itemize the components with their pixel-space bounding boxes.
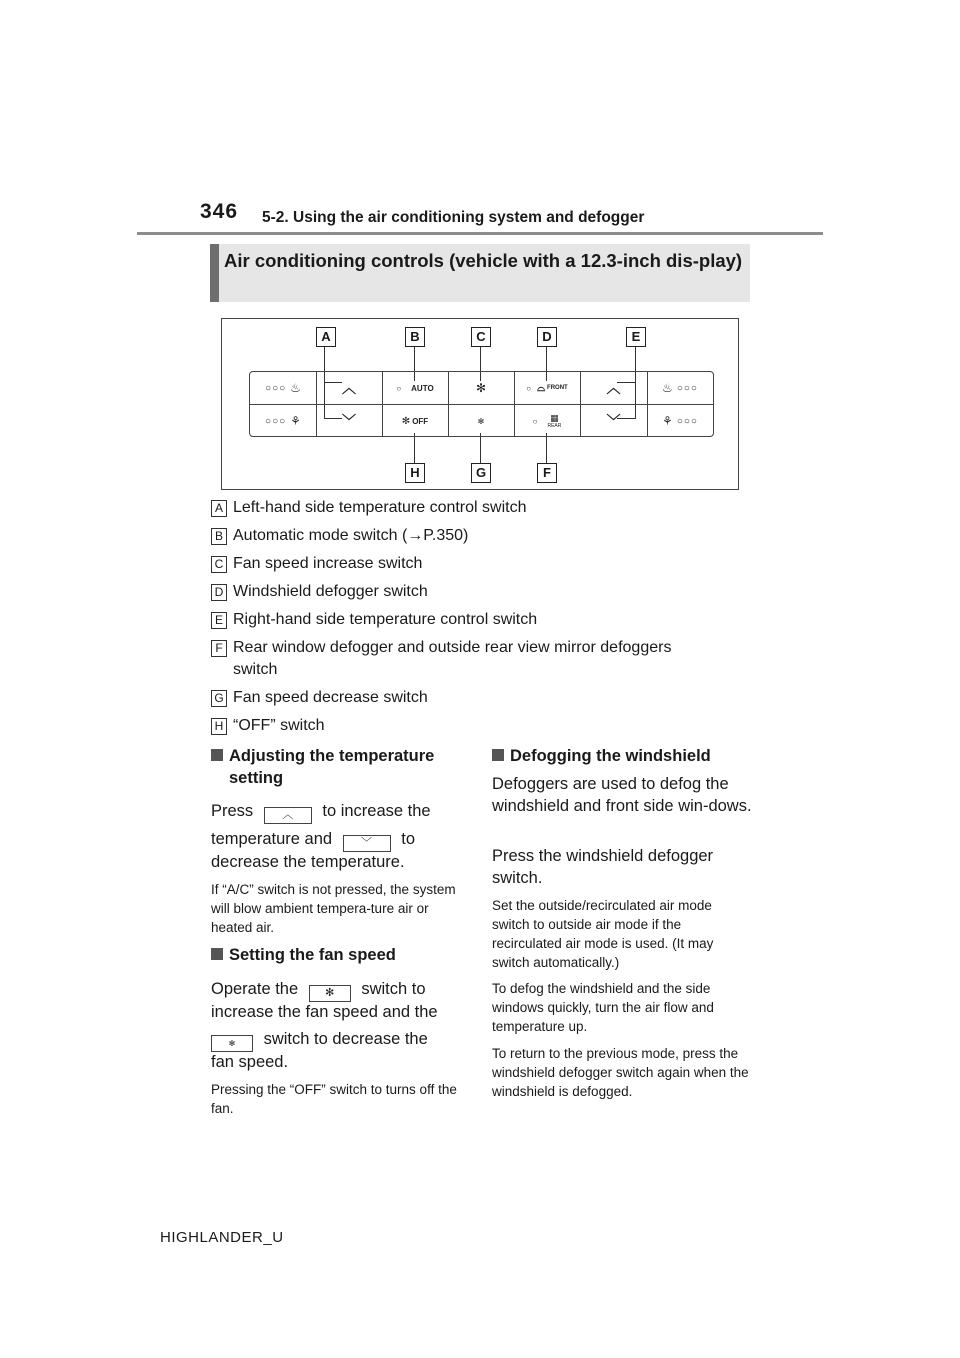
indicator-light-icon: ○ <box>526 383 532 393</box>
fan-icon: ✻ <box>477 416 485 426</box>
rear-label: REAR <box>547 422 562 429</box>
indicator-dots: ○○○ <box>676 415 698 427</box>
rear-defogger-button[interactable] <box>514 405 580 437</box>
fan-down-button[interactable] <box>448 405 514 437</box>
bullet-square-icon <box>211 948 223 960</box>
temp-paragraph-line1: Press ︿ to increase the <box>211 800 431 824</box>
callout-f: F <box>537 463 557 483</box>
fan-icon: ✻ <box>228 1039 236 1048</box>
left-seat-heater-button[interactable] <box>250 372 316 404</box>
fan-icon: ✻ <box>475 381 487 395</box>
indicator-light-icon: ○ <box>532 416 538 426</box>
temp-down-inline-button <box>343 835 391 852</box>
seat-ventilation-icon: ⚘ <box>662 414 673 428</box>
indicator-dots: ○○○ <box>265 415 287 427</box>
defog-note-2: To defog the windshield and the side windows quickly, turn the air flow and temperature up. <box>492 981 714 1034</box>
legend-text: Right-hand side temperature control switch <box>233 611 538 628</box>
front-defogger-button[interactable] <box>514 372 580 404</box>
temp-heading: Adjusting the temperature <box>211 745 471 767</box>
callout-b: B <box>405 327 425 347</box>
bullet-square-icon <box>492 749 504 761</box>
left-temp-up-button[interactable] <box>316 372 382 404</box>
left-temp-down-button[interactable] <box>316 405 382 437</box>
legend-text: Windshield defogger switch <box>233 583 428 600</box>
legend-key: A <box>211 500 227 517</box>
leader-g <box>480 433 481 463</box>
left-seat-vent-button[interactable] <box>250 405 316 437</box>
fan-paragraph-line3: ✻ switch to decrease the <box>211 1028 428 1052</box>
section-heading-box <box>210 244 750 302</box>
chevron-up-icon: ︿ <box>282 809 294 821</box>
fan-paragraph-line4: fan speed. <box>211 1053 289 1071</box>
front-label: FRONT <box>547 385 568 391</box>
chevron-down-icon: ﹀ <box>606 413 621 429</box>
legend-text: Rear window defogger and outside rear view mirror defoggers <box>233 639 672 656</box>
temp-paragraph-line2: temperature and ﹀ to <box>211 828 415 852</box>
callout-e: E <box>626 327 646 347</box>
climate-panel <box>249 371 714 437</box>
callout-a: A <box>316 327 336 347</box>
defog-paragraph-2: Press the windshield defogger switch. <box>492 847 714 887</box>
off-button[interactable] <box>382 405 448 437</box>
callout-g: G <box>471 463 491 483</box>
fan-up-inline-button <box>309 985 351 1002</box>
seat-heater-icon: ♨ <box>290 381 301 395</box>
defog-note-1: Set the outside/recirculated air mode switch to outside air mode if the recirculated air mode is used. (It may switch automatically.) <box>492 898 714 970</box>
footer-model: HIGHLANDER_U <box>160 1229 284 1246</box>
right-temp-down-button[interactable] <box>580 405 647 437</box>
legend-text: Left-hand side temperature control switch <box>233 499 527 516</box>
seat-heater-icon: ♨ <box>662 381 673 395</box>
temp-paragraph-line3: decrease the temperature. <box>211 853 405 871</box>
leader-h <box>414 433 415 463</box>
temp-up-inline-button <box>264 807 312 824</box>
indicator-dots: ○○○ <box>265 382 287 394</box>
auto-button[interactable] <box>382 372 448 404</box>
seat-ventilation-icon: ⚘ <box>290 414 301 428</box>
page-number: 346 <box>200 200 239 223</box>
leader-f <box>546 433 547 463</box>
chevron-up-icon: ︿ <box>606 380 621 396</box>
legend-key: B <box>211 528 227 545</box>
defog-heading: Defogging the windshield <box>492 745 711 767</box>
fan-up-button[interactable] <box>448 372 514 404</box>
callout-d: D <box>537 327 557 347</box>
legend-key: G <box>211 690 227 707</box>
fan-paragraph-line1: Operate the ✻ switch to <box>211 978 426 1002</box>
fan-note: Pressing the “OFF” switch to turns off the fan. <box>211 1082 457 1116</box>
legend-text-cont: switch <box>233 661 278 678</box>
defog-note-3: To return to the previous mode, press the windshield defogger switch again when the windshield is defogged. <box>492 1046 749 1099</box>
control-panel-figure <box>221 318 739 490</box>
section-heading: Air conditioning controls (vehicle with a 12.3-inch dis-play) <box>224 250 743 271</box>
windshield-defogger-icon: ⌓ <box>537 382 546 394</box>
bullet-square-icon <box>211 749 223 761</box>
legend-key: H <box>211 718 227 735</box>
right-seat-heater-button[interactable] <box>647 372 713 404</box>
header-rule <box>137 232 823 235</box>
off-label: OFF <box>412 416 429 426</box>
fan-icon: ✻ <box>325 987 335 999</box>
defog-paragraph-1: Defoggers are used to defog the windshield and front side win-dows. <box>492 775 752 815</box>
indicator-dots: ○○○ <box>676 382 698 394</box>
fan-heading: Setting the fan speed <box>211 944 396 966</box>
rear-defogger-icon: ▦ <box>550 412 559 423</box>
legend-text: “OFF” switch <box>233 717 325 734</box>
legend-text: Fan speed increase switch <box>233 555 423 572</box>
callout-c: C <box>471 327 491 347</box>
right-seat-vent-button[interactable] <box>647 405 713 437</box>
chevron-down-icon: ﹀ <box>361 837 373 849</box>
legend-key: E <box>211 612 227 629</box>
temp-note: If “A/C” switch is not pressed, the system will blow ambient tempera-ture air or heated air. <box>211 882 456 935</box>
callout-h: H <box>405 463 425 483</box>
heading-accent-bar <box>210 244 219 302</box>
temp-heading-cont: setting <box>229 769 284 787</box>
legend-text: Automatic mode switch (→P.350) <box>233 527 469 544</box>
legend-key: C <box>211 556 227 573</box>
fan-paragraph-line2: increase the fan speed and the <box>211 1003 438 1021</box>
auto-label: AUTO <box>411 383 434 393</box>
fan-down-inline-button <box>211 1035 253 1052</box>
legend-key: F <box>211 640 227 657</box>
chevron-down-icon: ﹀ <box>342 413 356 429</box>
section-title: 5-2. Using the air conditioning system and defogger <box>262 209 645 226</box>
legend-text: Fan speed decrease switch <box>233 689 428 706</box>
chevron-up-icon: ︿ <box>342 380 356 396</box>
right-temp-up-button[interactable] <box>580 372 647 404</box>
legend-key: D <box>211 584 227 601</box>
fan-icon: ✻ <box>401 415 411 427</box>
indicator-light-icon: ○ <box>396 383 402 393</box>
